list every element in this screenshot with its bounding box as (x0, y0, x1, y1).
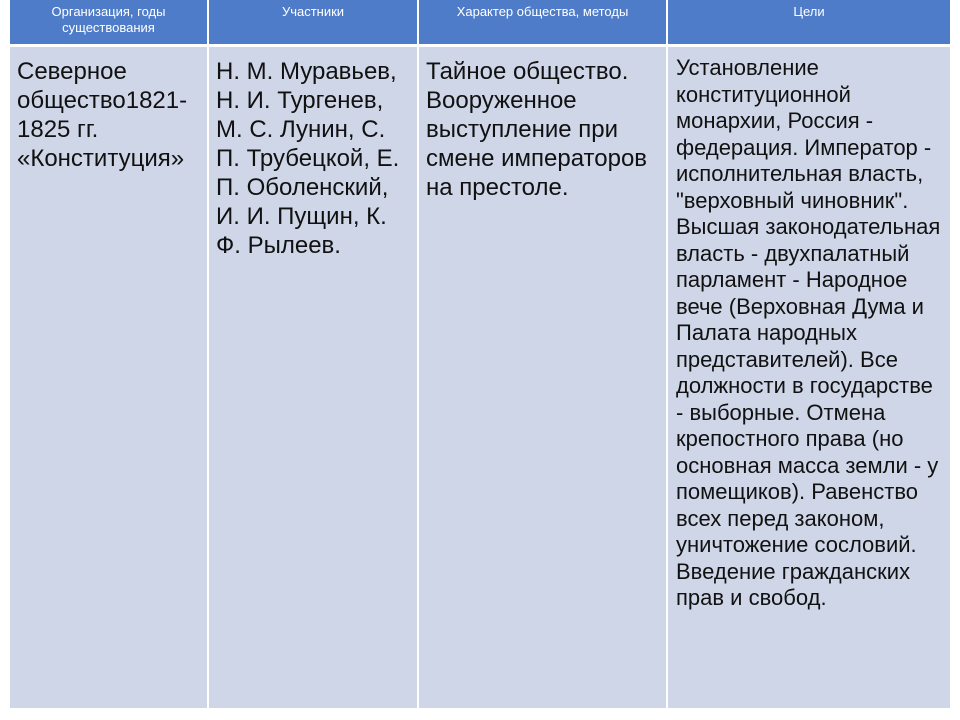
header-organization: Организация, годы существования (10, 0, 208, 46)
secret-societies-table (10, 0, 950, 708)
table-row (10, 46, 950, 709)
header-character-methods: Характер общества, методы (418, 0, 667, 46)
cell-participants: Н. М. Муравьев, Н. И. Тургенев, М. С. Лунин, С. П. Трубецкой, Е. П. Оболенский, И. И. Пущин, К. Ф. Рылеев. (208, 46, 418, 709)
table-header (10, 0, 950, 46)
table-body (10, 46, 950, 709)
cell-goals: Установление конституционной монархии, Россия - федерация. Император - исполнительная власть, "верховный чиновник". Высшая законодательная власть - двухпалатный парламент - Народное вече (Верховная Дума и Палата народных представителей). Все должности в государстве - выборные. Отмена крепостного права (но основная масса земли - у помещиков). Равенство всех перед законом, уничтожение сословий. Введение гражданских прав и свобод. (667, 46, 950, 709)
cell-character-methods: Тайное общество. Вооруженное выступление при смене императоров на престоле. (418, 46, 667, 709)
header-participants: Участники (208, 0, 418, 46)
header-row (10, 0, 950, 46)
cell-organization: Северное общество1821-1825 гг. «Конституция» (10, 46, 208, 709)
header-goals: Цели (667, 0, 950, 46)
